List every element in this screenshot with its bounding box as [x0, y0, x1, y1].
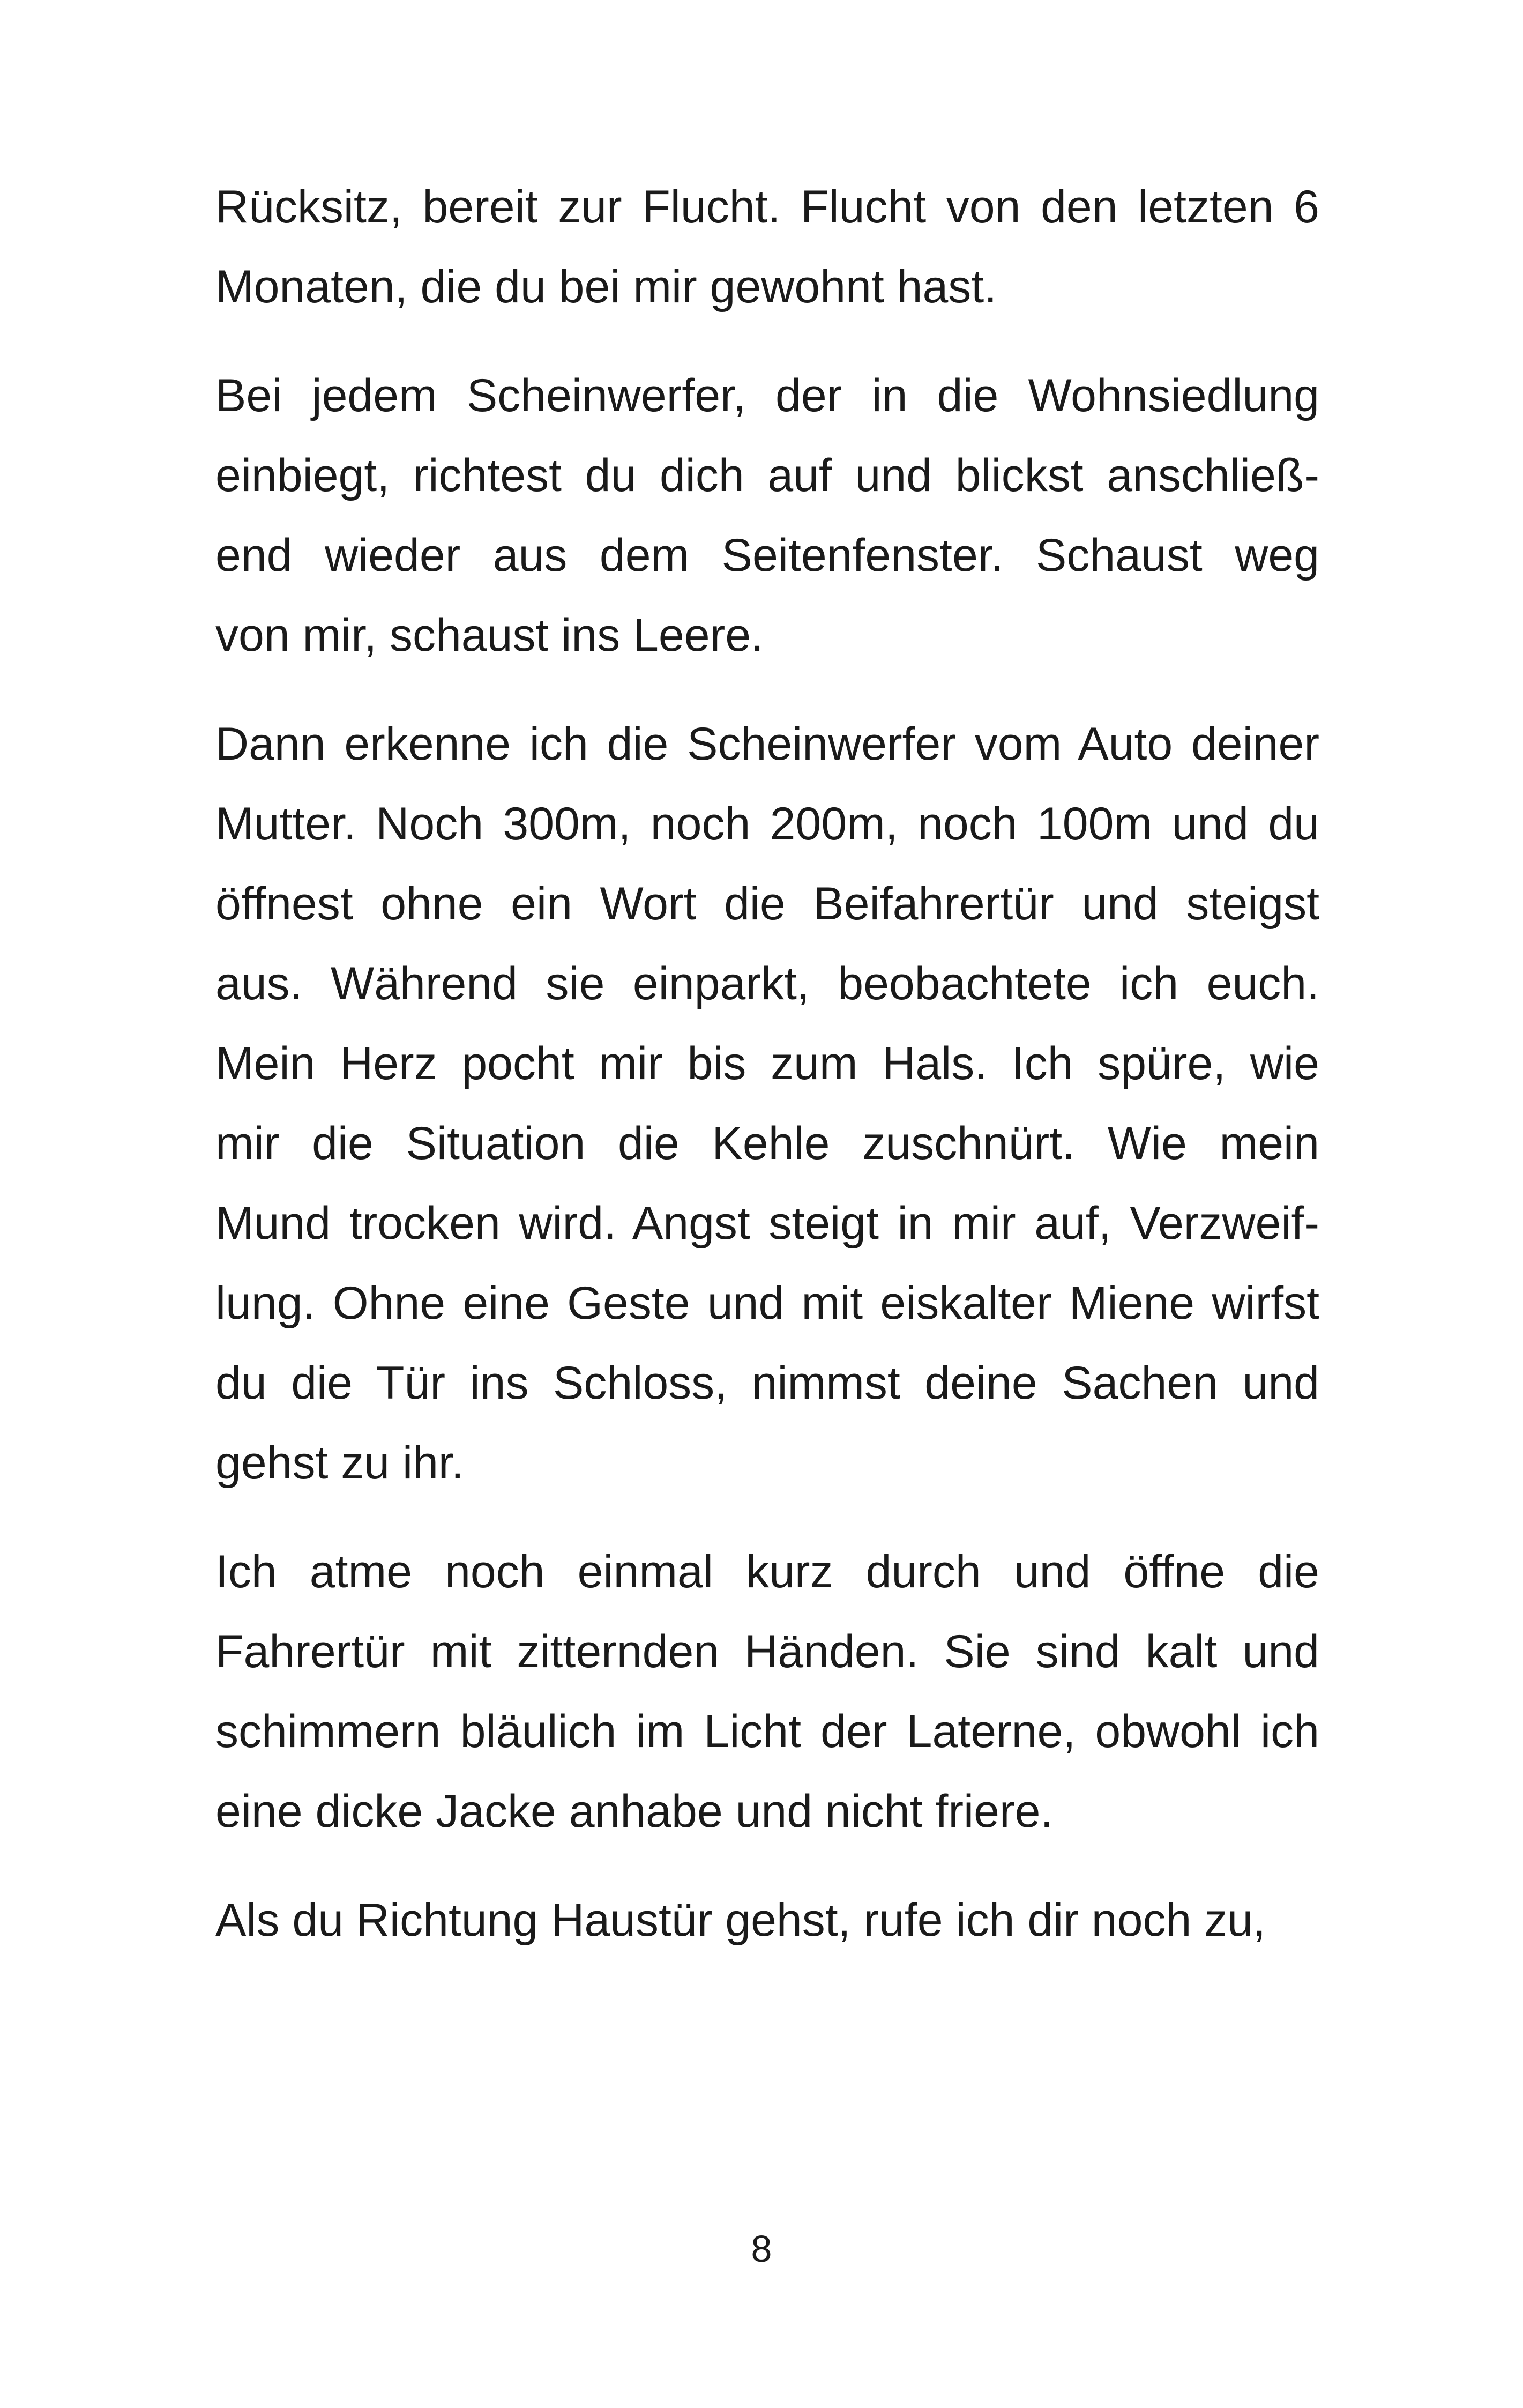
text-line: Bei jedem Scheinwerfer, der in die Wohnsiedlung — [215, 370, 1319, 421]
paragraph-4 — [215, 1532, 1319, 1852]
paragraph-2 — [215, 356, 1319, 675]
text-line: Mund trocken wird. Angst steigt in mir auf, Verzweif- — [215, 1198, 1319, 1249]
text-line: Ich atme noch einmal kurz durch und öffne die — [215, 1546, 1319, 1597]
text-line: Rücksitz, bereit zur Flucht. Flucht von den letzten 6 — [215, 181, 1319, 233]
text-line: Mutter. Noch 300m, noch 200m, noch 100m und du — [215, 798, 1319, 850]
text-line: Fahrertür mit zitternden Händen. Sie sind kalt und — [215, 1626, 1319, 1677]
text-line: Als du Richtung Haustür gehst, rufe ich dir noch zu, — [215, 1894, 1266, 1946]
text-line: schimmern bläulich im Licht der Laterne, obwohl ich — [215, 1706, 1319, 1757]
text-line: gehst zu ihr. — [215, 1437, 464, 1489]
text-line: Dann erkenne ich die Scheinwerfer vom Auto deiner — [215, 718, 1319, 770]
page-number: 8 — [751, 2228, 772, 2270]
text-line: mir die Situation die Kehle zuschnürt. Wie mein — [215, 1118, 1319, 1169]
body-text — [215, 167, 1319, 1989]
text-line: du die Tür ins Schloss, nimmst deine Sachen und — [215, 1357, 1319, 1409]
text-line: eine dicke Jacke anhabe und nicht friere. — [215, 1786, 1054, 1837]
text-line: von mir, schaust ins Leere. — [215, 610, 764, 661]
text-line: lung. Ohne eine Geste und mit eiskalter Miene wirfst — [215, 1277, 1319, 1329]
paragraph-1 — [215, 167, 1319, 327]
paragraph-3 — [215, 704, 1319, 1503]
text-line: öffnest ohne ein Wort die Beifahrertür und steigst — [215, 878, 1319, 930]
text-line: aus. Während sie einparkt, beobachtete ich euch. — [215, 958, 1319, 1009]
text-line: end wieder aus dem Seitenfenster. Schaust weg — [215, 530, 1319, 581]
text-line: einbiegt, richtest du dich auf und blickst anschließ- — [215, 450, 1319, 501]
text-line: Mein Herz pocht mir bis zum Hals. Ich spüre, wie — [215, 1038, 1319, 1089]
paragraph-5 — [215, 1881, 1319, 1960]
text-line: Monaten, die du bei mir gewohnt hast. — [215, 261, 997, 313]
